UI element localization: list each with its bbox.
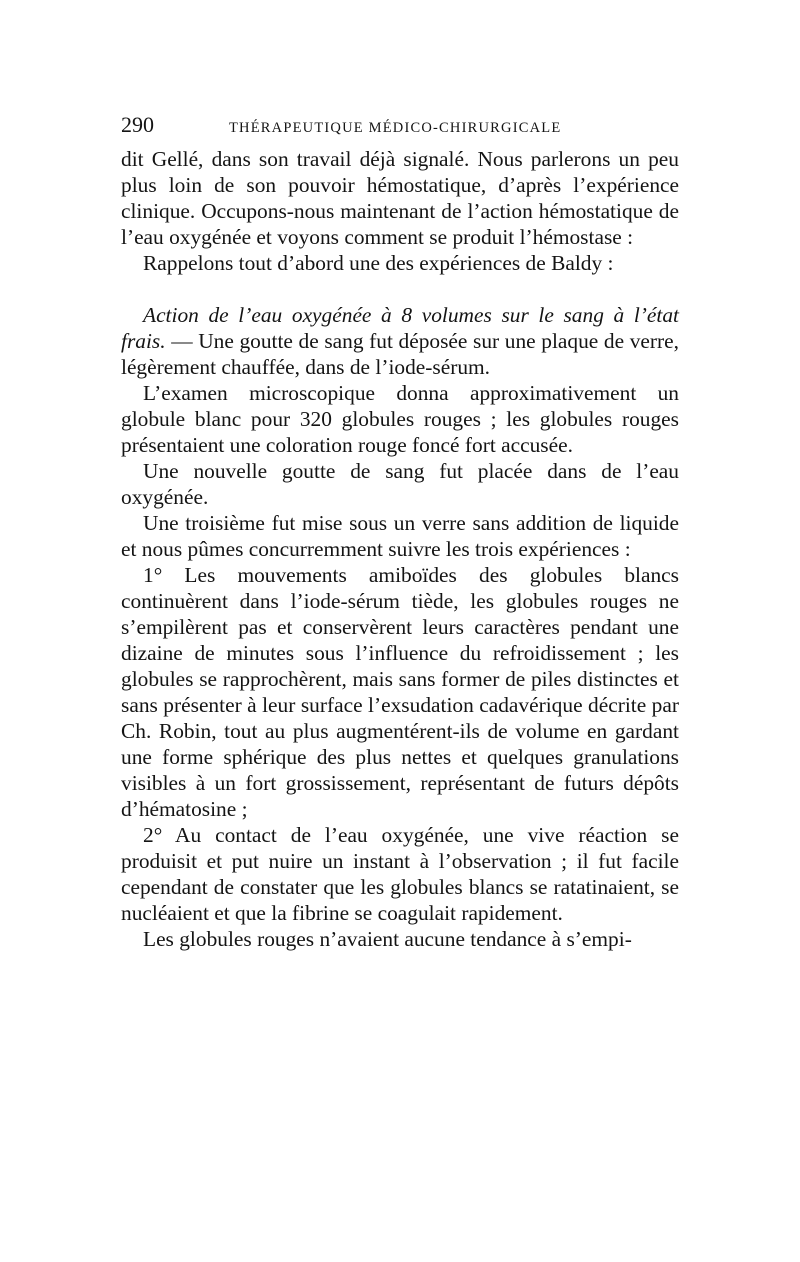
paragraph: Rappelons tout d’abord une des expériences de Baldy : (143, 251, 614, 275)
paragraph: L’examen microscopique donna approximativement un globule blanc pour 320 globules rouges ; les globules rouges présentaient une coloration rouge foncé fort accusée. (121, 381, 679, 457)
page-number: 290 (121, 112, 154, 137)
paragraph: Une nouvelle goutte de sang fut placée dans de l’eau oxygénée. (121, 459, 679, 509)
running-head: THÉRAPEUTIQUE MÉDICO-CHIRURGICALE (229, 120, 562, 136)
experiment-paragraph (121, 302, 679, 380)
paragraph: 2° Au contact de l’eau oxygénée, une vive réaction se produisit et put nuire un instant à l’observation ; il fut facile cependant de constater que les globules blancs se ratatinaient, se nucléaient et que la fibrine se coagulait rapidement. (121, 823, 679, 925)
italic-heading: Action de l’eau oxygénée à 8 volumes sur le sang à l’état frais. (121, 303, 679, 353)
paragraph: dit Gellé, dans son travail déjà signalé. Nous parlerons un peu plus loin de son pouvoir hémostatique, d’après l’expérience clinique. Occupons-nous maintenant de l’action hémostatique de l’eau oxygénée et voyons comment se produit l’hémostase : (121, 147, 679, 249)
experiment-text: Une goutte de sang fut déposée sur une plaque de verre, légèrement chauffée, dans de l’iode-sérum. (121, 329, 679, 379)
page-header (121, 112, 679, 146)
body-text (121, 146, 679, 952)
book-page (121, 112, 679, 952)
heading-dash: — (165, 329, 199, 353)
paragraph: Les globules rouges n’avaient aucune tendance à s’empi- (143, 927, 632, 951)
paragraph: Une troisième fut mise sous un verre sans addition de liquide et nous pûmes concurremment suivre les trois expériences : (121, 511, 679, 561)
paragraph: 1° Les mouvements amiboïdes des globules blancs continuèrent dans l’iode-sérum tiède, les globules rouges ne s’empilèrent pas et conservèrent leurs caractères pendant une dizaine de minutes sous l’influence du refroidissement ; les globules se rapprochèrent, mais sans former de piles distinctes et sans présenter à leur surface l’exsudation cadavérique décrite par Ch. Robin, tout au plus augmentérent-ils de volume en gardant une forme sphérique des plus nettes et quelques granulations visibles à un fort grossissement, représentant de futurs dépôts d’hématosine ; (121, 563, 679, 821)
